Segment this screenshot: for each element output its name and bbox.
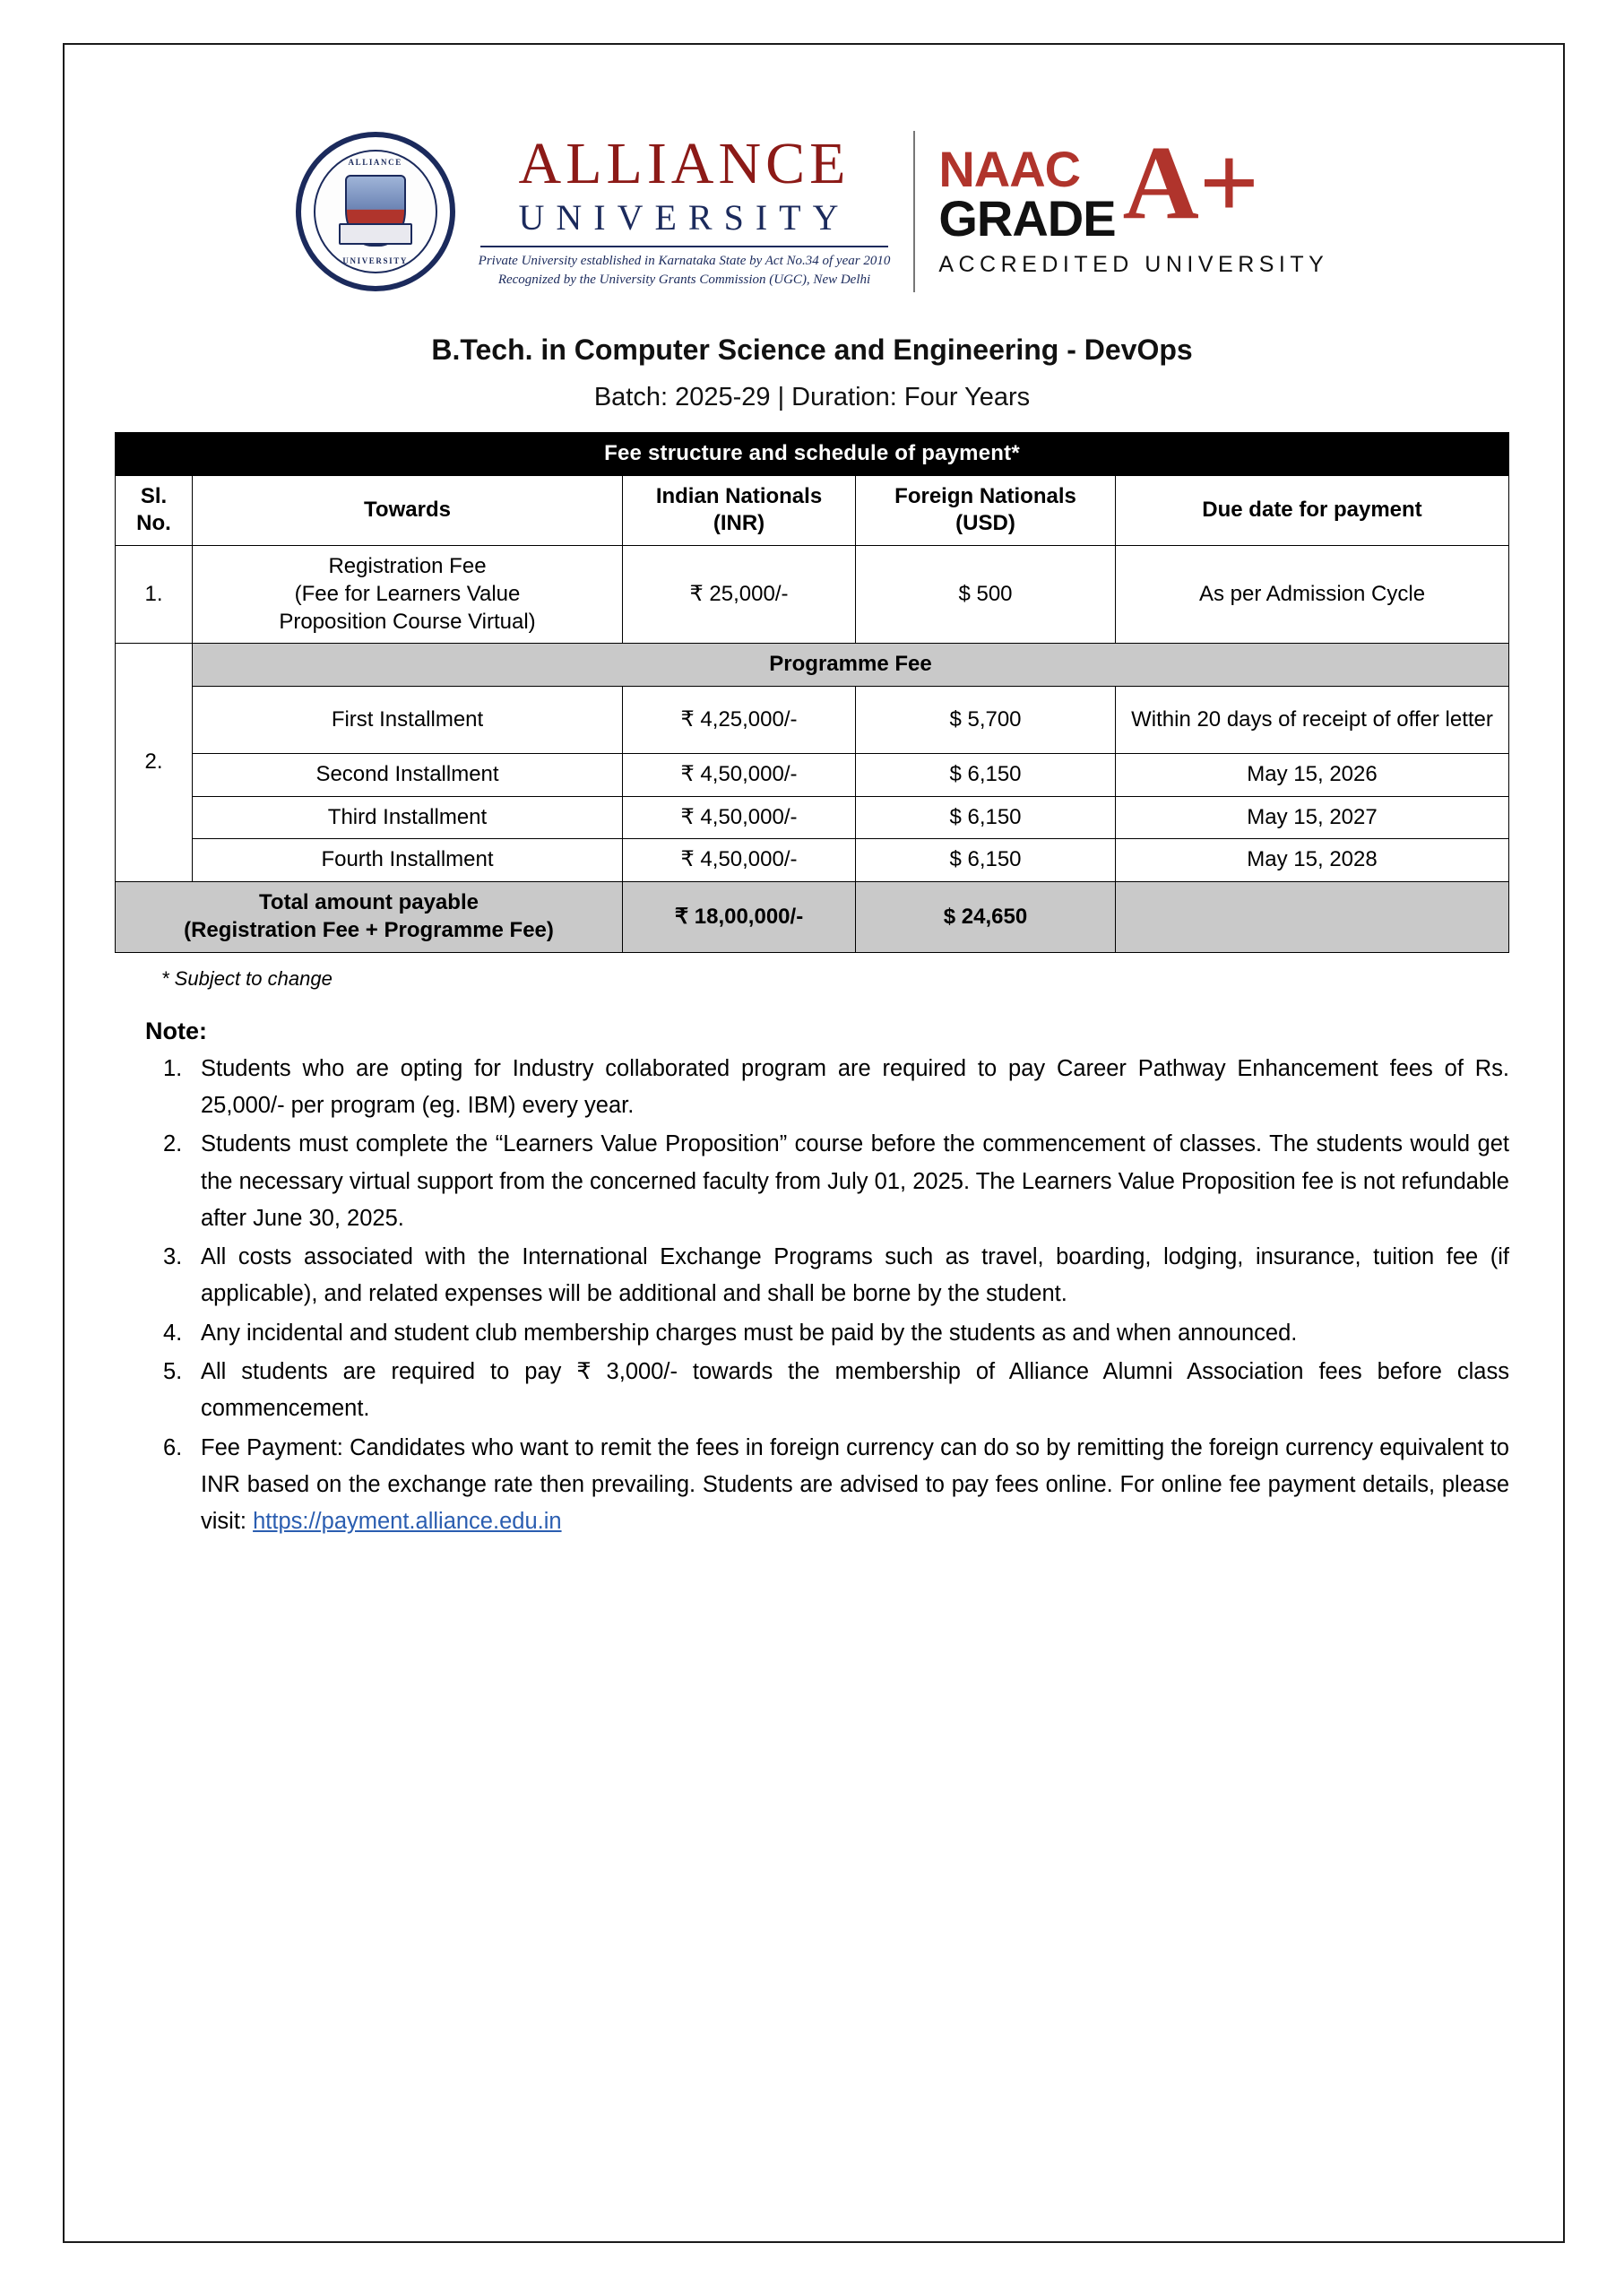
cell-due-registration: As per Admission Cycle	[1116, 546, 1509, 644]
cell-due-inst-4: May 15, 2028	[1116, 839, 1509, 882]
note-number: 5.	[163, 1359, 183, 1384]
note-text: Any incidental and student club membership charges must be paid by the students as and when announced.	[201, 1320, 1298, 1346]
cell-total-label	[116, 882, 623, 952]
naac-label: NAAC	[938, 140, 1081, 197]
cell-usd-inst-3: $ 6,150	[856, 796, 1116, 839]
seal-bottom-text: UNIVERSITY	[342, 256, 408, 265]
fee-structure-table	[115, 432, 1509, 953]
registration-line-1: Registration Fee	[328, 554, 487, 579]
table-row-total	[116, 882, 1509, 952]
university-seal-icon	[296, 132, 455, 291]
list-item	[145, 1126, 1509, 1237]
letterhead	[115, 123, 1509, 292]
header-foreign-nationals: Foreign Nationals (USD)	[856, 475, 1116, 545]
seal-book-icon	[339, 223, 412, 245]
cell-usd-inst-2: $ 6,150	[856, 754, 1116, 797]
list-item	[145, 1239, 1509, 1313]
list-item	[145, 1430, 1509, 1541]
wordmark-university: UNIVERSITY	[518, 197, 851, 238]
note-number: 2.	[163, 1131, 183, 1157]
cell-inr-inst-4: ₹ 4,50,000/-	[623, 839, 856, 882]
cell-towards-inst-4: Fourth Installment	[193, 839, 623, 882]
total-label-line-1: Total amount payable	[259, 890, 479, 915]
note-text: All costs associated with the International Exchange Programs such as travel, boarding, lodging, insurance, tuition fee (if applicable), and related expenses will be additional and shall be borne by the student.	[201, 1244, 1509, 1307]
cell-due-inst-2: May 15, 2026	[1116, 754, 1509, 797]
table-row-installment-1	[116, 687, 1509, 754]
registration-line-2: (Fee for Learners Value	[294, 581, 521, 606]
cell-sl-1: 1.	[116, 546, 193, 644]
note-text: Students who are opting for Industry collaborated program are required to pay Career Pathway Enhancement fees of Rs. 25,000/- per program (eg. IBM) every year.	[201, 1055, 1509, 1118]
payment-portal-link[interactable]: https://payment.alliance.edu.in	[253, 1509, 562, 1535]
notes-heading: Note:	[145, 1017, 207, 1044]
footnote-subject-to-change: * Subject to change	[161, 966, 333, 990]
accredited-label: ACCREDITED UNIVERSITY	[938, 252, 1329, 278]
note-number: 4.	[163, 1320, 183, 1346]
table-row-programme-fee	[116, 644, 1509, 687]
list-item	[145, 1315, 1509, 1352]
cell-programme-fee-label: Programme Fee	[193, 644, 1509, 687]
cell-towards-inst-2: Second Installment	[193, 754, 623, 797]
table-row-installment-2	[116, 754, 1509, 797]
grade-aplus: A+	[1122, 123, 1260, 241]
registration-line-3: Proposition Course Virtual)	[279, 609, 536, 634]
list-item	[145, 1051, 1509, 1125]
note-text-with-link	[201, 1430, 1509, 1541]
note-text: All students are required to pay ₹ 3,000/- towards the membership of Alliance Alumni Association fees before class commencement.	[201, 1359, 1509, 1422]
cell-inr-inst-3: ₹ 4,50,000/-	[623, 796, 856, 839]
seal-inner	[314, 150, 437, 273]
cell-total-inr: ₹ 18,00,000/-	[623, 882, 856, 952]
table-row-installment-3	[116, 796, 1509, 839]
naac-words	[938, 140, 1116, 247]
logo-divider	[913, 131, 915, 292]
cell-due-inst-1: Within 20 days of receipt of offer letter	[1116, 687, 1509, 754]
cell-total-due	[1116, 882, 1509, 952]
note-number: 1.	[163, 1055, 183, 1081]
cell-usd-registration: $ 500	[856, 546, 1116, 644]
table-header-row	[116, 475, 1509, 545]
table-row-registration	[116, 546, 1509, 644]
note-text: Fee Payment: Candidates who want to remit the fees in foreign currency can do so by remitting the foreign currency equivalent to INR based on the exchange rate then prevailing. Students are advised to pay fees online. For online fee payment details, please visit:	[201, 1434, 1509, 1535]
cell-total-usd: $ 24,650	[856, 882, 1116, 952]
table-banner-row	[116, 433, 1509, 476]
cell-towards-inst-1: First Installment	[193, 687, 623, 754]
list-item	[145, 1354, 1509, 1428]
naac-badge	[938, 123, 1329, 279]
page-content	[56, 50, 1568, 1540]
cell-inr-inst-1: ₹ 4,25,000/-	[623, 687, 856, 754]
naac-badge-top	[938, 123, 1328, 247]
note-number: 6.	[163, 1434, 183, 1460]
cell-sl-2: 2.	[116, 644, 193, 882]
note-number: 3.	[163, 1244, 183, 1270]
header-due-date: Due date for payment	[1116, 475, 1509, 545]
header-towards: Towards	[193, 475, 623, 545]
table-banner: Fee structure and schedule of payment*	[116, 433, 1509, 476]
cell-inr-registration: ₹ 25,000/-	[623, 546, 856, 644]
wordmark-subtext-1: Private University established in Karnataka State by Act No.34 of year 2010	[478, 254, 891, 269]
cell-due-inst-3: May 15, 2027	[1116, 796, 1509, 839]
wordmark-divider	[480, 246, 889, 247]
table-row-installment-4	[116, 839, 1509, 882]
wordmark-alliance: ALLIANCE	[518, 131, 851, 197]
wordmark-subtext-2: Recognized by the University Grants Commission (UGC), New Delhi	[497, 272, 871, 287]
page-title: B.Tech. in Computer Science and Engineering - DevOps	[431, 333, 1193, 366]
header-indian-nationals: Indian Nationals (INR)	[623, 475, 856, 545]
header-sl-no: Sl. No.	[116, 475, 193, 545]
cell-usd-inst-1: $ 5,700	[856, 687, 1116, 754]
page-subtitle: Batch: 2025-29 | Duration: Four Years	[593, 383, 1031, 411]
note-text: Students must complete the “Learners Value Proposition” course before the commencement of classes. The students would get the necessary virtual support from the concerned faculty from July 01, 2025. The Learners Value Proposition fee is not refundable after June 30, 2025.	[201, 1131, 1509, 1231]
cell-towards-inst-3: Third Installment	[193, 796, 623, 839]
cell-inr-inst-2: ₹ 4,50,000/-	[623, 754, 856, 797]
grade-label: GRADE	[938, 189, 1116, 247]
total-label-line-2: (Registration Fee + Programme Fee)	[184, 917, 554, 942]
cell-usd-inst-4: $ 6,150	[856, 839, 1116, 882]
cell-towards-registration	[193, 546, 623, 644]
seal-top-text: ALLIANCE	[348, 158, 402, 167]
notes-list	[145, 1051, 1509, 1541]
alliance-wordmark	[478, 131, 914, 289]
